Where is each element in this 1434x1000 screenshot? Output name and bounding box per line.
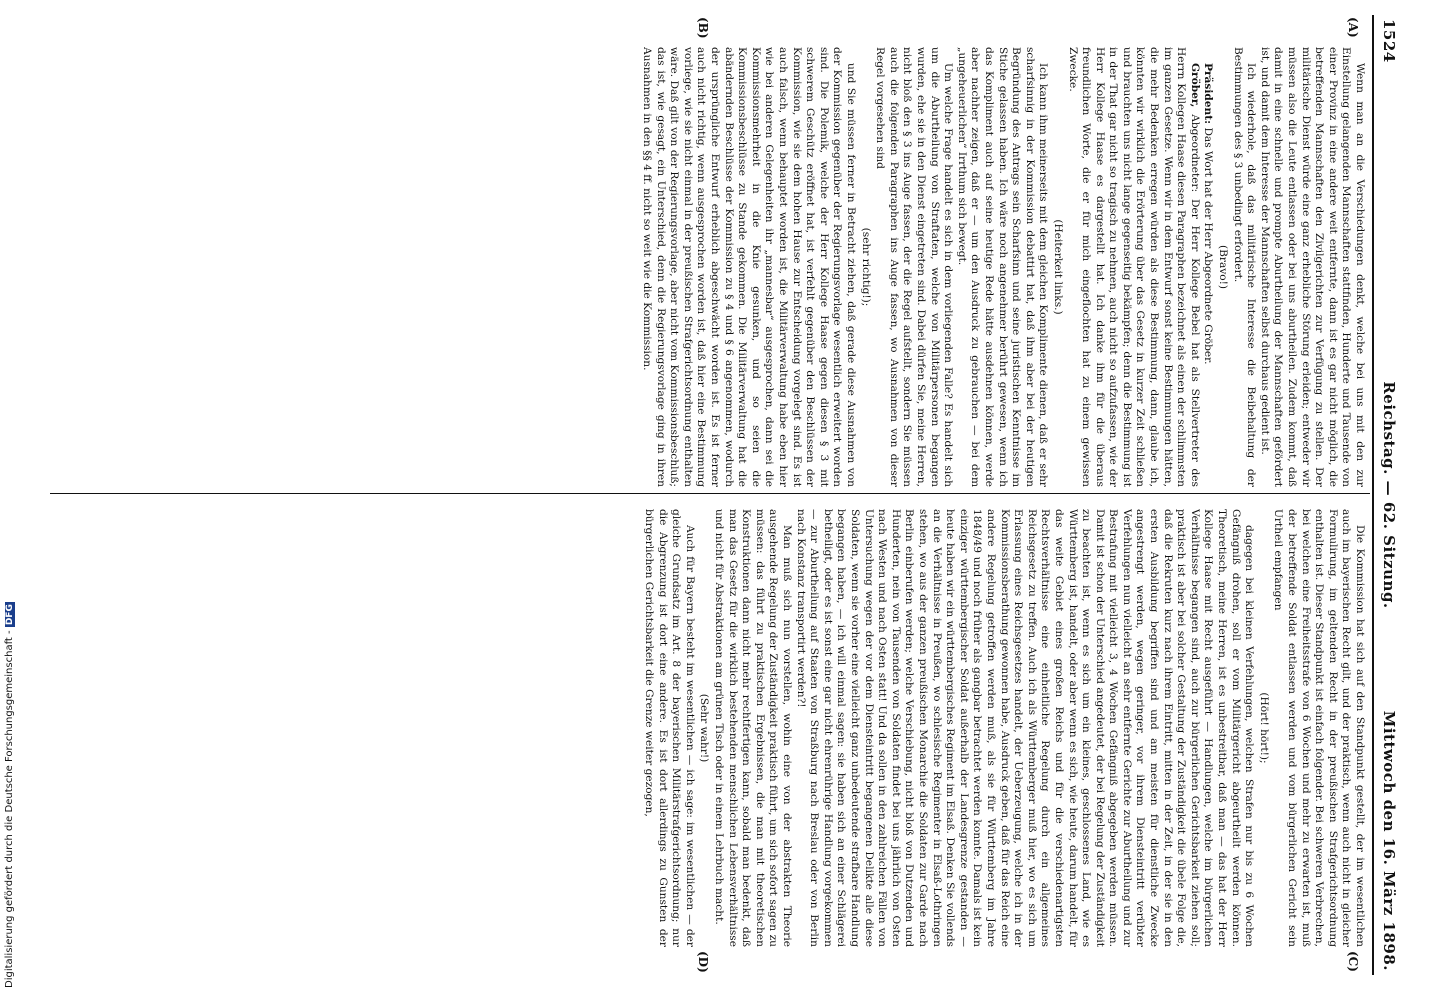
- margin-mark-d: (D): [696, 951, 710, 973]
- interjection: (Bravo!): [1217, 244, 1230, 290]
- speaker-paragraph: [1065, 47, 1201, 487]
- interjection: (Hört! hört!);: [1257, 692, 1270, 764]
- left-column: [50, 47, 1366, 487]
- paragraph: Man muß sich nun vorstellen, wohin eine von der abstrakten Theorie ausgehende Regelung der Zuständigkeit praktisch führt, um sich sofort sagen zu müssen: das führt zu praktischen Ergebnissen, die man mit theoretischen Konstruktionen dann nicht mehr rechtfertigen kann, sobald man bedenkt, daß man das Gesetz für die wirklich bestehenden menschlichen Lebensverhältnisse und nicht für Abstraktionen am grünen Tisch oder in einem Lehrbuch macht.: [713, 509, 794, 947]
- speaker-label: Gröber,: [1188, 63, 1201, 108]
- interjection: (sehr richtig!);: [859, 227, 872, 307]
- column-divider: [50, 493, 1370, 494]
- dfg-logo: DFG: [5, 604, 15, 626]
- credit-text: Digitalisierung gefördert durch die Deutsche Forschungsgemeinschaft -: [4, 630, 15, 988]
- digitization-credit: [4, 599, 15, 988]
- paragraph: und Sie müssen ferner in Betracht ziehen, daß gerade diese Ausnahmen von der Kommission gegenüber der Regierungsvorlage wesentlich erweitert worden sind. Die Polemik, welche der Herr Kollege Haase gegen diesen § 3 mit schwerem Geschütz eröffnet hat, ist verfehlt gegenüber den Beschlüssen der Kommission, wie sie dem hohen Hause zur Entscheidung vorgelegt sind. Es ist auch falsch, wenn behauptet worden ist, die Militärverwaltung habe eben hier wie bei anderen Gelegenheiten ihr „mannesbar“ ausgesprochen, dann sei die Kommissionsmehrheit in die Knie gesunken, und so seien die Kommissionsbeschlüsse zu Stande gekommen. Die Militärverwaltung hat die abändernden Beschlüsse der Kommission zu § 4 und § 6 angenommen, wodurch der ursprüngliche Entwurf erheblich abgeschwächt worden ist. Es ist ferner auch nicht richtig, wenn ausgesprochen worden ist, daß hier eine Bestimmung vorliege, wie sie nicht einmal in der preußischen Strafgerichtsordnung enthalten wäre. Daß gilt von der Regierungsvorlage, aber nicht vom Kommissionsbeschluß; das ist, wie gesagt, ein Unterschied, denn die Regierungsvorlage ging in ihren Ausnahmen in den §§ 4 ff. nicht so weit wie die Kommission.: [641, 47, 858, 487]
- page-header: [1374, 15, 1400, 975]
- header-rule: [1372, 15, 1374, 975]
- paragraph: Ich kann ihm meinerseits mit dem gleichen Komplimente dienen, daß er sehr scharfsinnig in der Kommission debattirt hat, daß ihm aber bei der heutigen Begründung des Antrags sein Scharfsinn und seine juristischen Kenntnisse im Stiche gelassen haben. Ich wäre noch angenehmer berührt gewesen, wenn ich das Kompliment auch auf seine heutige Rede hätte ausdehnen können, werde aber nachher zeigen, daß er — um den Ausdruck zu gebrauchen — bei dem „ungeheuerlichen“ Irrthum sich bewegt.: [955, 47, 1050, 487]
- session-date: Mittwoch den 16. März 1898.: [1380, 710, 1398, 971]
- rotated-page: [40, 15, 1400, 975]
- paragraph: Auch für Bayern besteht im wesentlichen — ich sage: im wesentlichen — der gleiche Grundsatz im Art. 8 der bayerischen Militärstrafgerichtsordnung; nur die Abgrenzung ist dort eine andere. Es ist dort allerdings zu Gunsten der bürgerlichen Gerichtsbarkeit die Grenze weiter gezogen,: [643, 509, 696, 947]
- paragraph: Um welche Frage handelt es sich in dem vorliegenden Falle? Es handelt sich um die Aburtheilung von Straftaten, welche von Militärpersonen begangen wurden, ehe sie in den Dienst eingetreten sind. Dabei dürfen Sie, meine Herren, nicht bloß den § 3 ins Auge fassen, der die Regel aufstellt, sondern Sie müssen auch die folgenden Paragraphen ins Auge fassen, wo Ausnahmen von dieser Regel vorgesehen sind: [874, 47, 955, 487]
- right-column: [50, 509, 1366, 947]
- paragraph: Wenn man an die Verschiedungen denkt, welche bei uns mit den zur Einstellung gelangenden Mannschaften stattfinden, Hunderte und Tausende von einer Provinz in eine andere weit entfernte, dann ist es gar nicht möglich, die betreffenden Mannschaften den Zivilgerichten zur Verfügung zu stellen. Der militärische Dienst würde eine ganz erhebliche Störung erleiden; entweder wir müssen also die Leute entlassen oder bei uns aburtheilen. Zudem kommt, daß damit in eine schnelle und prompte Aburtheilung der Mannschaften gefördert ist, und damit dem Interesse der Mannschaften selbst durchaus gedient ist.: [1258, 47, 1366, 487]
- paragraph: dagegen bei kleinen Verfehlungen, welchen Strafen nur bis zu 6 Wochen Gefängniß drohen, soll er vom Militärgericht abgeurtheilt werden können. Theoretisch, meine Herren, ist es unbestreitbar, daß man — das hat der Herr Kollege Haase mit Recht ausgeführt — Handlungen, welche im bürgerlichen Verhältnisse begangen sind, auch zur bürgerlichen Gerichtsbarkeit ziehen soll; praktisch ist aber bei solcher Gestaltung der Zuständigkeit die übele Folge die, daß die Rekruten kurz nach ihrem Eintritt, mitten in der Zeit, in der sie in den ersten Ausbildung begriffen sind und am meisten für dienstliche Zwecke angestrengt werden, wegen geringer, vor ihrem Diensteintritt verübter Verfehlungen nun vielleicht an sehr entfernte Gerichte zur Aburtheilung und zur Bestrafung mit vielleicht 3, 4 Wochen Gefängniß abgegeben werden müssen. Damit ist schon der Unterschied angedeutet, der bei Regelung der Zuständigkeit zu beachten ist, wenn es sich um ein kleines, geschlossenes Land, wie es Württemberg ist, handelt, oder aber wenn es sich, wie heute, darum handelt, für das weite Gebiet eines großen Reichs und für die verschiedenartigsten Rechtsverhältnisse eine einheitliche Regelung durch ein allgemeines Reichsgesetz zu treffen. Auch ich als Württemberger muß hier, wo es sich um Erlassung eines Reichsgesetzes handelt, der Ueberzeugung, welche ich in der Kommissionsberathung gewonnen habe, Ausdruck geben, daß für das Reich eine andere Regelung getroffen werden muß, als sie für Württemberg im Jahre 1848/49 und noch früher als gangbar betrachtet werden konnte. Damals ist kein einziger württembergischer Soldat außerhalb der Landesgrenze gestanden — heute haben wir ein württembergisches Regiment im Elsaß. Denken Sie vollends an die Verhältnisse in Preußen, wo schlesische Regimenter in Elsaß-Lothringen stehen, wo aus der ganzen preußischen Monarchie die Soldaten zur Garde nach Berlin einberufen werden; welche Verschiebung, nicht bloß von Dutzenden und Hunderten, nein von Tausenden von Soldaten findet bei uns jährlich von Osten nach Westen und nach Osten statt! Und da sollen in den zahlreichen Fällen von Untersuchung wegen der vor dem Diensteintritt begangenen Delikte alle diese Soldaten, wenn sie vorher eine vielleicht ganz unbedeutende strafbare Handlung begangen haben, — ich will einmal sagen: sie haben sich an einer Schlägerei betheiligt, oder es ist sonst eine gar nicht ehrenrührige Handlung vorgekommen — zur Aburtheilung auf Staaten von Straßburg nach Breslau oder von Berlin nach Konstanz transportirt werden?!: [794, 509, 1256, 947]
- margin-mark-a: (A): [1346, 17, 1360, 38]
- paragraph: Ich wiederhole, daß das militärische Interesse die Beibehaltung der Bestimmungen des § 3 unbedingt erfordert.: [1231, 47, 1258, 487]
- interjection: (Sehr wahr!): [698, 693, 711, 763]
- margin-mark-b: (B): [696, 17, 710, 39]
- margin-mark-c: (C): [1346, 951, 1360, 972]
- speaker-text: Das Wort hat der Herr Abgeordnete Gröber.: [1202, 127, 1215, 365]
- session-title: Reichstag. — 62. Sitzung.: [1380, 381, 1398, 609]
- paragraph: Die Kommission hat sich auf den Standpunkt gestellt, der im wesentlichen auch im bayerischen Recht gilt, und der praktisch, wenn auch nicht in gleicher Formulirung, im geltenden Recht in der preußischen Strafgerichtsordnung enthalten ist. Dieser Standpunkt ist einfach folgender. Bei schweren Verbrechen, bei welchen eine Freiheitsstrafe von 6 Wochen und mehr zu erwarten ist, muß der betreffende Soldat entlassen werden und vom bürgerlichen Gericht sein Urtheil empfangen: [1272, 509, 1366, 947]
- speaker-label: Präsident:: [1202, 63, 1215, 125]
- interjection: (Heiterkeit links.): [1051, 219, 1064, 315]
- speaker-text: Abgeordneter: Der Herr Kollege Bebel hat als Stellvertreter des Herrn Kollegen Haase diesen Paragraphen bezeichnet als einen der schlimmsten im ganzen Gesetze. Wenn wir in dem Entwurf sonst keine Bestimmungen hätten, die mehr Bedenken erregen würden als diese Bestimmung, dann, glaube ich, könnten wir wirklich die Erörterung über das Gesetz in kurzer Zeit schließen und brauchten uns nicht lange gegenseitig bekämpfen; denn die Bestimmung ist in der That gar nicht so tragisch zu nehmen, auch nicht so aufzufassen, wie der Herr Kollege Haase es dargestellt hat. Ich danke ihm für die überaus freundlichen Worte, die er für mich eingeflochten hat zu einem gewissen Zwecke.: [1066, 47, 1201, 487]
- speaker-paragraph: [1201, 47, 1215, 487]
- page-number: 1524: [1380, 19, 1398, 63]
